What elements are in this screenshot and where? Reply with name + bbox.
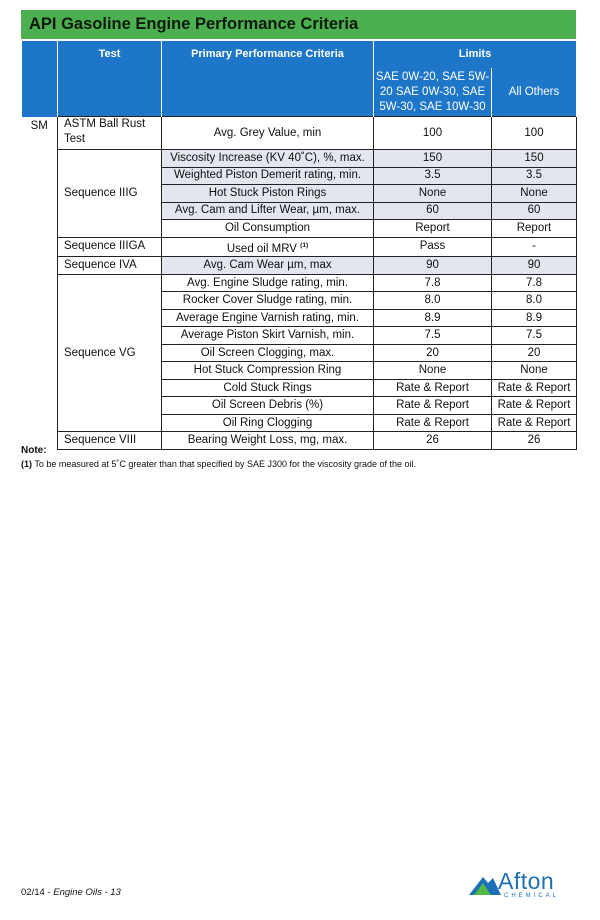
limit-a-cell: Pass xyxy=(374,237,492,257)
limits-column-header: Limits xyxy=(374,41,577,68)
limit-b-cell: 3.5 xyxy=(492,167,577,185)
note-text xyxy=(21,459,416,469)
afton-mountain-icon xyxy=(468,872,502,896)
limit-a-cell: None xyxy=(374,185,492,203)
limit-a-cell: Rate & Report xyxy=(374,414,492,432)
criteria-cell: Oil Screen Clogging, max. xyxy=(162,344,374,362)
criteria-cell: Weighted Piston Demerit rating, min. xyxy=(162,167,374,185)
criteria-cell: Avg. Engine Sludge rating, min. xyxy=(162,274,374,292)
criteria-cell: Hot Stuck Compression Ring xyxy=(162,362,374,380)
limit-a-cell: 60 xyxy=(374,202,492,220)
criteria-cell: Average Engine Varnish rating, min. xyxy=(162,309,374,327)
limit-a-cell: Report xyxy=(374,220,492,238)
test-column-header: Test xyxy=(58,41,162,68)
test-name-rust: ASTM Ball Rust Test xyxy=(58,117,162,150)
criteria-cell: Oil Ring Clogging xyxy=(162,414,374,432)
table-row xyxy=(22,117,577,150)
criteria-cell: Avg. Cam and Lifter Wear, µm, max. xyxy=(162,202,374,220)
criteria-text: Used oil MRV xyxy=(226,242,297,255)
limit-a-cell: 20 xyxy=(374,344,492,362)
limit-b-cell: 26 xyxy=(492,432,577,450)
test-name-sequence-iiig: Sequence IIIG xyxy=(58,150,162,238)
footer-section: Engine Oils - 13 xyxy=(53,887,121,898)
note-marker: (1) xyxy=(21,459,32,469)
performance-criteria-table xyxy=(21,41,577,450)
limit-b-cell: 90 xyxy=(492,257,577,275)
criteria-cell: Hot Stuck Piston Rings xyxy=(162,185,374,203)
footnote-marker: (1) xyxy=(300,241,309,249)
limit-a-cell: 7.5 xyxy=(374,327,492,345)
footer-date: 02/14 xyxy=(21,887,45,898)
limit-b-cell: 7.8 xyxy=(492,274,577,292)
limit-b-cell: - xyxy=(492,237,577,257)
limit-a-cell: 8.9 xyxy=(374,309,492,327)
limit-b-cell: 150 xyxy=(492,150,577,168)
criteria-column-header: Primary Performance Criteria xyxy=(162,41,374,68)
limit-a-cell: 3.5 xyxy=(374,167,492,185)
afton-logo xyxy=(468,868,580,904)
limit-b-cell: Report xyxy=(492,220,577,238)
table-row xyxy=(22,257,577,275)
footer-separator: - xyxy=(44,887,54,898)
limit-b-cell: None xyxy=(492,185,577,203)
criteria-cell: Oil Screen Debris (%) xyxy=(162,397,374,415)
limit-b-cell: Rate & Report xyxy=(492,397,577,415)
table-row xyxy=(22,150,577,168)
logo-subtitle: CHEMICAL xyxy=(504,893,560,899)
spec-label: SM xyxy=(22,117,58,450)
test-name-sequence-iva: Sequence IVA xyxy=(58,257,162,275)
limit-a-cell: 150 xyxy=(374,150,492,168)
limit-b-cell: None xyxy=(492,362,577,380)
limit-a-cell: 26 xyxy=(374,432,492,450)
limit-a-header: SAE 0W-20, SAE 5W-20 SAE 0W-30, SAE 5W-30, SAE 10W-30 xyxy=(374,68,492,117)
limit-b-cell: Rate & Report xyxy=(492,414,577,432)
criteria-column-header-sub xyxy=(162,68,374,117)
spec-column-header xyxy=(22,41,58,117)
criteria-cell: Rocker Cover Sludge rating, min. xyxy=(162,292,374,310)
limit-b-header: All Others xyxy=(492,68,577,117)
limit-a-cell: 8.0 xyxy=(374,292,492,310)
limit-a-cell: 7.8 xyxy=(374,274,492,292)
table-row xyxy=(22,237,577,257)
criteria-cell: Avg. Grey Value, min xyxy=(162,117,374,150)
note-heading: Note: xyxy=(21,445,47,456)
limit-b-cell: 8.0 xyxy=(492,292,577,310)
table-row xyxy=(22,274,577,292)
criteria-cell: Average Piston Skirt Varnish, min. xyxy=(162,327,374,345)
criteria-cell: Cold Stuck Rings xyxy=(162,379,374,397)
test-name-sequence-iiiga: Sequence IIIGA xyxy=(58,237,162,257)
limit-b-cell: 8.9 xyxy=(492,309,577,327)
limit-a-cell: Rate & Report xyxy=(374,379,492,397)
test-name-sequence-vg: Sequence VG xyxy=(58,274,162,432)
limit-a-cell: None xyxy=(374,362,492,380)
criteria-cell: Avg. Cam Wear µm, max xyxy=(162,257,374,275)
table-row xyxy=(22,432,577,450)
limit-b-cell: 60 xyxy=(492,202,577,220)
test-column-header-sub xyxy=(58,68,162,117)
note-body: To be measured at 5˚C greater than that specified by SAE J300 for the viscosity grade of the oil. xyxy=(34,459,417,469)
page-title: API Gasoline Engine Performance Criteria xyxy=(21,10,576,39)
logo-wordmark: Afton xyxy=(498,868,555,894)
limit-b-cell: Rate & Report xyxy=(492,379,577,397)
limit-b-cell: 7.5 xyxy=(492,327,577,345)
limit-b-cell: 20 xyxy=(492,344,577,362)
limit-b-cell: 100 xyxy=(492,117,577,150)
limit-a-cell: Rate & Report xyxy=(374,397,492,415)
criteria-cell: Viscosity Increase (KV 40˚C), %, max. xyxy=(162,150,374,168)
page-footer xyxy=(21,887,121,898)
criteria-cell: Oil Consumption xyxy=(162,220,374,238)
limit-a-cell: 100 xyxy=(374,117,492,150)
limit-a-cell: 90 xyxy=(374,257,492,275)
test-name-sequence-viii: Sequence VIII xyxy=(58,432,162,450)
criteria-cell xyxy=(162,237,374,257)
criteria-cell: Bearing Weight Loss, mg, max. xyxy=(162,432,374,450)
